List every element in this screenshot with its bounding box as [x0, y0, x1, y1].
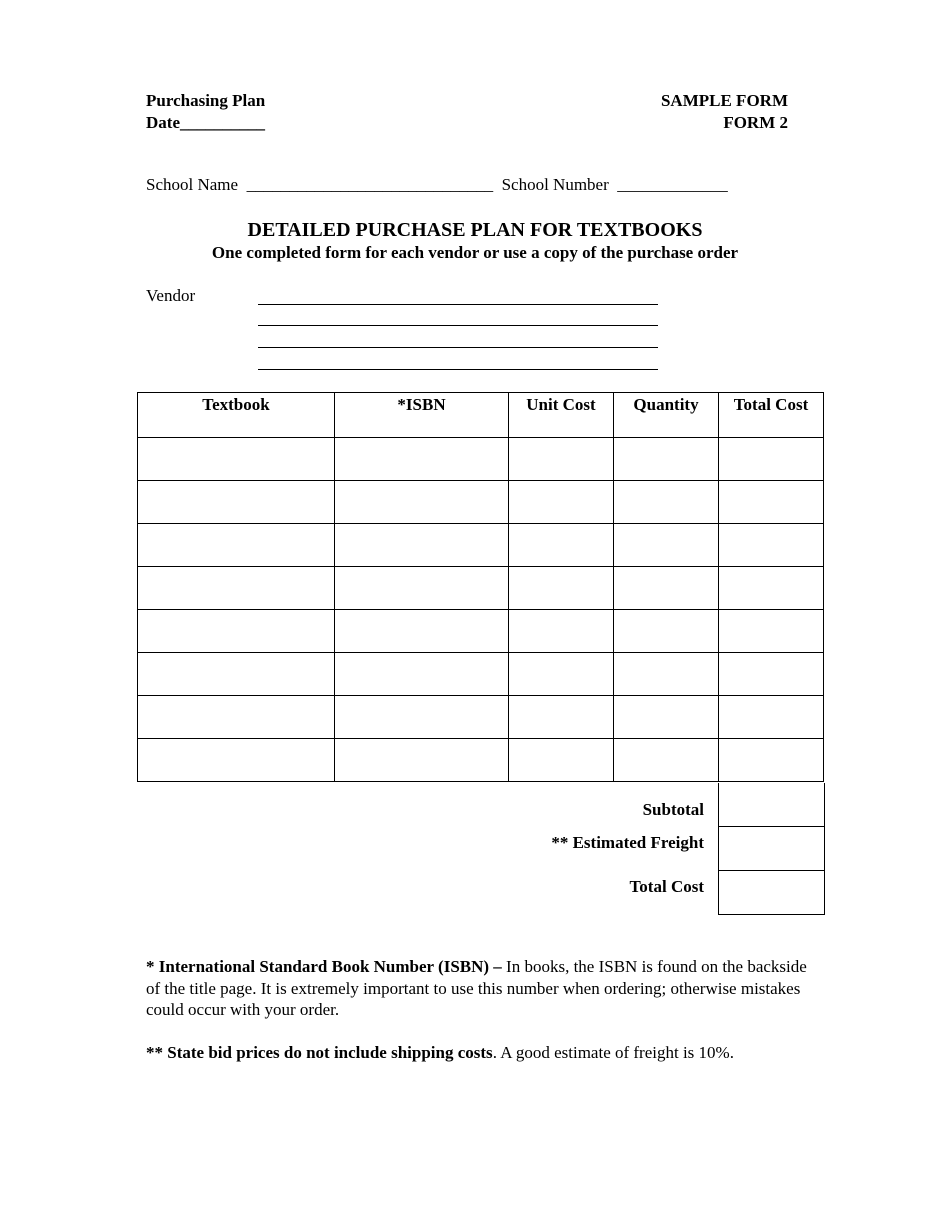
- isbn-footnote: [146, 956, 816, 1021]
- school-number-field[interactable]: _____________: [617, 175, 728, 194]
- school-line: [146, 175, 728, 195]
- freight-footnote: [146, 1042, 816, 1064]
- textbook-cell[interactable]: [138, 653, 335, 696]
- total-cost-cell[interactable]: [719, 524, 824, 567]
- column-header-isbn: *ISBN: [335, 393, 509, 438]
- unit-cost-cell[interactable]: [509, 653, 614, 696]
- isbn-cell[interactable]: [335, 524, 509, 567]
- table-header-row: [138, 393, 824, 438]
- textbook-table: [137, 392, 824, 782]
- isbn-footnote-text: In books, the ISBN is found on the backside of the title page. It is extremely important to use this number when ordering; otherwise mistakes could occur with your order.: [146, 957, 807, 1019]
- textbook-cell[interactable]: [138, 438, 335, 481]
- table-row: [138, 567, 824, 610]
- isbn-cell[interactable]: [335, 696, 509, 739]
- textbook-cell[interactable]: [138, 739, 335, 782]
- quantity-cell[interactable]: [614, 481, 719, 524]
- table-row: [138, 653, 824, 696]
- estimated-freight-field[interactable]: [718, 827, 825, 871]
- total-cost-label: Total Cost: [629, 877, 704, 896]
- footnotes: [146, 956, 816, 1084]
- freight-footnote-heading: ** State bid prices do not include shipping costs: [146, 1042, 493, 1062]
- school-name-field[interactable]: _____________________________: [246, 175, 494, 194]
- header-right: [560, 90, 788, 134]
- isbn-cell[interactable]: [335, 610, 509, 653]
- quantity-cell[interactable]: [614, 524, 719, 567]
- column-header-unit-cost: Unit Cost: [509, 393, 614, 438]
- purchasing-plan-label: Purchasing Plan: [146, 91, 266, 110]
- quantity-cell[interactable]: [614, 696, 719, 739]
- estimated-freight-label: ** Estimated Freight: [551, 833, 704, 852]
- page-title: DETAILED PURCHASE PLAN FOR TEXTBOOKS: [247, 219, 703, 241]
- total-cost-cell[interactable]: [719, 696, 824, 739]
- table-row: [138, 524, 824, 567]
- isbn-cell[interactable]: [335, 481, 509, 524]
- date-field[interactable]: Date__________: [146, 113, 265, 132]
- quantity-cell[interactable]: [614, 739, 719, 782]
- textbook-cell[interactable]: [138, 567, 335, 610]
- sample-form-label: SAMPLE FORM: [660, 91, 788, 110]
- title-block: [0, 218, 950, 264]
- textbook-cell[interactable]: [138, 610, 335, 653]
- unit-cost-cell[interactable]: [509, 524, 614, 567]
- unit-cost-cell[interactable]: [509, 696, 614, 739]
- vendor-line-3[interactable]: [258, 347, 658, 348]
- isbn-cell[interactable]: [335, 438, 509, 481]
- quantity-cell[interactable]: [614, 653, 719, 696]
- column-header-textbook: Textbook: [138, 393, 335, 438]
- column-header-total-cost: Total Cost: [719, 393, 824, 438]
- subtotal-label: Subtotal: [642, 800, 704, 819]
- textbook-cell[interactable]: [138, 524, 335, 567]
- unit-cost-cell[interactable]: [509, 481, 614, 524]
- table-row: [138, 610, 824, 653]
- unit-cost-cell[interactable]: [509, 739, 614, 782]
- total-cost-cell[interactable]: [719, 567, 824, 610]
- school-name-label: School Name: [146, 175, 239, 194]
- form-number-label: FORM 2: [723, 113, 788, 132]
- unit-cost-cell[interactable]: [509, 610, 614, 653]
- table-row: [138, 696, 824, 739]
- header-left: [146, 90, 265, 134]
- column-header-quantity: Quantity: [614, 393, 719, 438]
- isbn-cell[interactable]: [335, 653, 509, 696]
- subtotal-field[interactable]: [718, 783, 825, 827]
- textbook-cell[interactable]: [138, 481, 335, 524]
- school-number-label: School Number: [501, 175, 609, 194]
- quantity-cell[interactable]: [614, 438, 719, 481]
- isbn-cell[interactable]: [335, 739, 509, 782]
- unit-cost-cell[interactable]: [509, 567, 614, 610]
- vendor-line-4[interactable]: [258, 369, 658, 370]
- quantity-cell[interactable]: [614, 610, 719, 653]
- isbn-cell[interactable]: [335, 567, 509, 610]
- total-cost-cell[interactable]: [719, 653, 824, 696]
- total-cost-cell[interactable]: [719, 610, 824, 653]
- total-cost-cell[interactable]: [719, 739, 824, 782]
- table-row: [138, 481, 824, 524]
- table-row: [138, 438, 824, 481]
- vendor-label: Vendor: [146, 286, 196, 305]
- table-row: [138, 739, 824, 782]
- vendor-line-1[interactable]: [258, 304, 658, 305]
- total-cost-cell[interactable]: [719, 481, 824, 524]
- total-cost-cell[interactable]: [719, 438, 824, 481]
- total-cost-field[interactable]: [718, 871, 825, 915]
- quantity-cell[interactable]: [614, 567, 719, 610]
- unit-cost-cell[interactable]: [509, 438, 614, 481]
- textbook-cell[interactable]: [138, 696, 335, 739]
- freight-footnote-text: . A good estimate of freight is 10%.: [492, 1042, 734, 1062]
- vendor-line-2[interactable]: [258, 325, 658, 326]
- isbn-footnote-heading: * International Standard Book Number (ISBN) –: [146, 957, 502, 976]
- page-subtitle: One completed form for each vendor or use a copy of the purchase order: [211, 243, 739, 262]
